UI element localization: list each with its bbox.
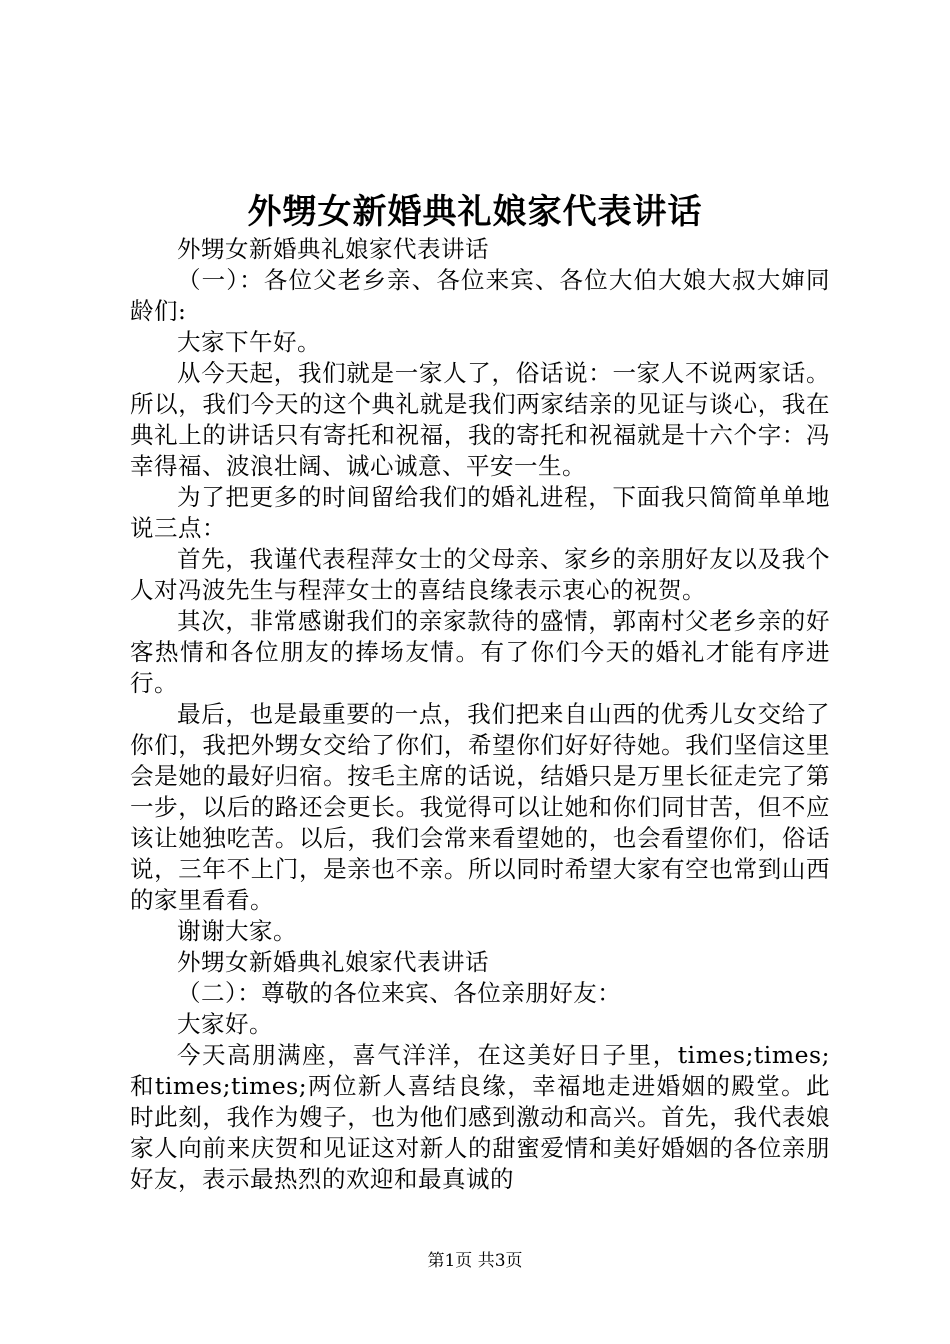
document-body bbox=[130, 234, 830, 1195]
page-title: 外甥女新婚典礼娘家代表讲话 bbox=[247, 192, 703, 232]
paragraph-salutation-2: （二）：尊敬的各位来宾、各位亲朋好友： bbox=[177, 979, 622, 1007]
page-footer: 第1页 共3页 bbox=[427, 1251, 523, 1271]
paragraph-welcome: 今天高朋满座，喜气洋洋，在这美好日子里，times;times;和times;times;两位新人喜结良缘，幸福地走进婚姻的殿堂。此时此刻，我作为嫂子，也为他们感到激动和高兴。首先，我代表娘家人向前来庆贺和见证这对新人的甜蜜爱情和美好婚姻的各位亲朋好友，表示最热烈的欢迎和最真诚的 bbox=[130, 1041, 830, 1193]
paragraph-third-point: 最后，也是最重要的一点，我们把来自山西的优秀儿女交给了你们，我把外甥女交给了你们，希望你们好好待她。我们坚信这里会是她的最好归宿。按毛主席的话说，结婚只是万里长征走完了第一步，以后的路还会更长。我觉得可以让她和你们同甘苦，但不应该让她独吃苦。以后，我们会常来看望她的，也会看望你们，俗话说，三年不上门，是亲也不亲。所以同时希望大家有空也常到山西的家里看看。 bbox=[130, 700, 830, 914]
paragraph-opening: 从今天起，我们就是一家人了，俗话说：一家人不说两家话。所以，我们今天的这个典礼就是我们两家结亲的见证与谈心，我在典礼上的讲话只有寄托和祝福，我的寄托和祝福就是十六个字：冯幸得福、波浪壮阔、诚心诚意、平安一生。 bbox=[130, 359, 830, 480]
paragraph-greeting-1: 大家下午好。 bbox=[177, 328, 321, 356]
paragraph-thanks: 谢谢大家。 bbox=[177, 917, 297, 945]
paragraph-three-points: 为了把更多的时间留给我们的婚礼进程，下面我只简简单单地说三点： bbox=[130, 483, 830, 542]
paragraph-first-point: 首先，我谨代表程萍女士的父母亲、家乡的亲朋好友以及我个人对冯波先生与程萍女士的喜结良缘表示衷心的祝贺。 bbox=[130, 545, 830, 604]
paragraph-heading-1: 外甥女新婚典礼娘家代表讲话 bbox=[177, 235, 489, 263]
paragraph-greeting-2: 大家好。 bbox=[177, 1010, 273, 1038]
paragraph-second-point: 其次，非常感谢我们的亲家款待的盛情，郭南村父老乡亲的好客热情和各位朋友的捧场友情。有了你们今天的婚礼才能有序进行。 bbox=[130, 607, 830, 697]
paragraph-heading-2: 外甥女新婚典礼娘家代表讲话 bbox=[177, 948, 489, 976]
paragraph-salutation-1: （一）：各位父老乡亲、各位来宾、各位大伯大娘大叔大婶同龄们: bbox=[130, 266, 830, 325]
